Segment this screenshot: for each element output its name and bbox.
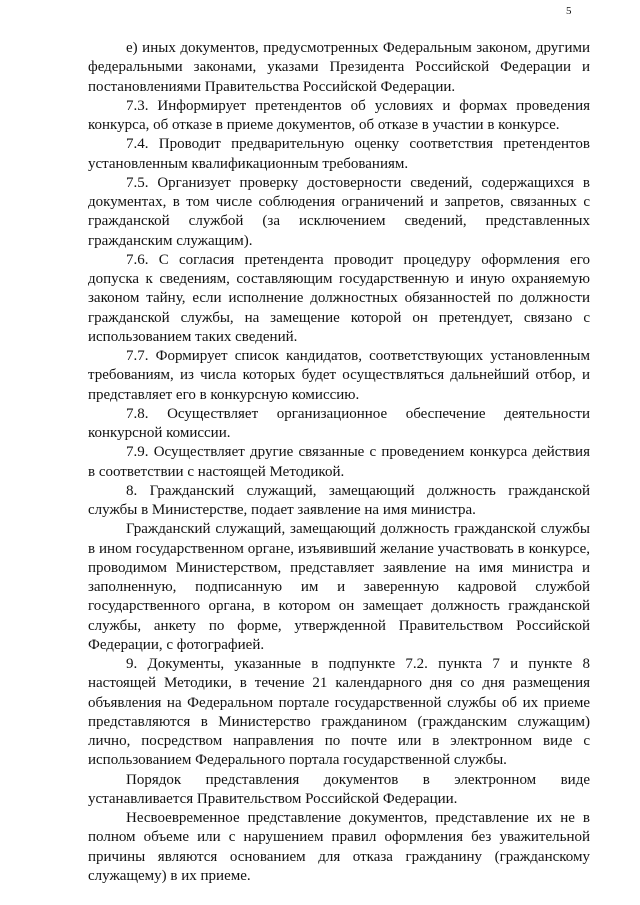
paragraph-7-6: 7.6. С согласия претендента проводит процедуру оформления его допуска к сведениям, составляющим государственную и иную охраняемую законом тайну, если исполнение должностных обязанностей по должности гражданской службы, на замещение которой он претендует, связано с использованием таких сведений. xyxy=(88,251,590,345)
page-number: 5 xyxy=(566,5,572,17)
paragraph-9: 9. Документы, указанные в подпункте 7.2. пункта 7 и пункте 8 настоящей Методики, в течение 21 календарного дня со дня размещения объявления на Федеральном портале государственной службы об их приеме представляются в Министерство гражданином (гражданским служащим) лично, посредством направления по почте или в электронном виде с использованием Федерального портала государственной службы. xyxy=(88,656,590,769)
paragraph-7-5: 7.5. Организует проверку достоверности сведений, содержащихся в документах, в том числе соблюдения ограничений и запретов, связанных с гражданской службой (за исключением сведений, представленных гражданским служащим). xyxy=(88,174,590,249)
paragraph-8-continued: Гражданский служащий, замещающий должность гражданской службы в ином государственном органе, изъявивший желание участвовать в конкурсе, проводимом Министерством, представляет заявление на имя министра и заполненную, подписанную им и заверенную кадровой службой государственного органа, в котором он замещает должность гражданской службы, анкету по форме, утвержденной Правительством Российской Федерации, с фотографией. xyxy=(88,521,590,653)
paragraph-9-procedure: Порядок представления документов в электронном виде устанавливается Правительством Российской Федерации. xyxy=(88,771,590,807)
paragraph-7-8: 7.8. Осуществляет организационное обеспечение деятельности конкурсной комиссии. xyxy=(88,405,590,441)
paragraph-item-e: е) иных документов, предусмотренных Федеральным законом, другими федеральными законами, указами Президента Российской Федерации и постановлениями Правительства Российской Федерации. xyxy=(88,40,590,95)
document-body xyxy=(88,39,590,886)
paragraph-9-refusal: Несвоевременное представление документов, представление их не в полном объеме или с нарушением правил оформления без уважительной причины являются основанием для отказа гражданину (гражданскому служащему) в их приеме. xyxy=(88,810,590,884)
paragraph-7-7: 7.7. Формирует список кандидатов, соответствующих установленным требованиям, из числа которых будет осуществляться дальнейший отбор, и представляет его в конкурсную комиссию. xyxy=(88,348,590,403)
paragraph-7-4: 7.4. Проводит предварительную оценку соответствия претендентов установленным квалификационным требованиям. xyxy=(88,136,590,172)
paragraph-7-9: 7.9. Осуществляет другие связанные с проведением конкурса действия в соответствии с настоящей Методикой. xyxy=(88,444,590,480)
paragraph-8: 8. Гражданский служащий, замещающий должность гражданской службы в Министерстве, подает заявление на имя министра. xyxy=(88,482,590,518)
paragraph-7-3: 7.3. Информирует претендентов об условиях и формах проведения конкурса, об отказе в приеме документов, об отказе в участии в конкурсе. xyxy=(88,97,590,133)
